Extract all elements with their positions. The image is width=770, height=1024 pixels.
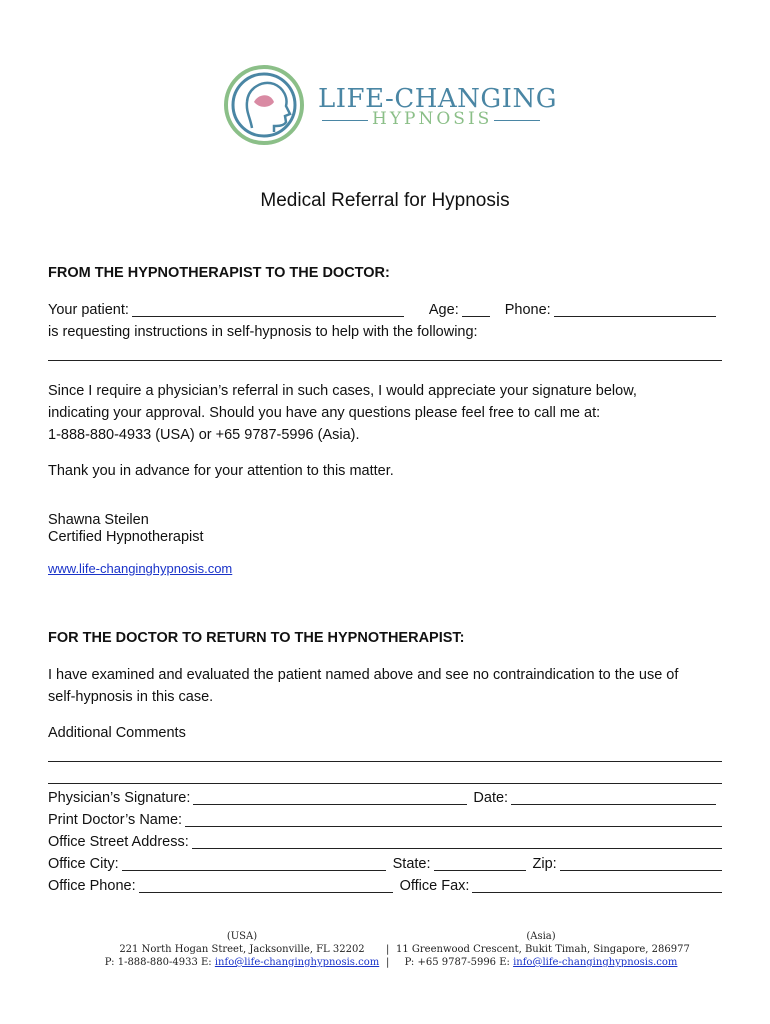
date-label: Date: xyxy=(473,790,509,806)
city-field[interactable] xyxy=(122,857,386,871)
signer-name: Shawna Steilen xyxy=(48,512,149,528)
thanks-text: Thank you in advance for your attention to this matter. xyxy=(48,463,394,479)
state-field[interactable] xyxy=(434,857,526,871)
age-field[interactable] xyxy=(462,303,490,317)
footer-asia-phone: P: +65 9787-5996 E: xyxy=(404,957,514,968)
city-line xyxy=(48,856,722,873)
date-field[interactable] xyxy=(511,791,716,805)
phone-fax-line xyxy=(48,878,722,895)
referral-paragraph-line-1: Since I require a physician’s referral in such cases, I would appreciate your signature below, xyxy=(48,383,637,399)
footer-asia xyxy=(396,930,690,969)
zip-label: Zip: xyxy=(532,856,557,872)
section-heading-to-hypnotherapist: FOR THE DOCTOR TO RETURN TO THE HYPNOTHERAPIST: xyxy=(48,630,465,646)
footer-asia-address: 11 Greenwood Crescent, Bukit Timah, Singapore, 286977 xyxy=(396,944,690,955)
section-heading-to-doctor: FROM THE HYPNOTHERAPIST TO THE DOCTOR: xyxy=(48,265,390,281)
page-title: Medical Referral for Hypnosis xyxy=(260,190,510,211)
footer-usa-region: (USA) xyxy=(226,931,258,942)
comments-field-2[interactable] xyxy=(48,783,722,784)
patient-line xyxy=(48,302,722,319)
office-phone-label: Office Phone: xyxy=(48,878,136,894)
phone-label: Phone: xyxy=(504,302,551,318)
patient-name-field[interactable] xyxy=(132,303,404,317)
footer-asia-contact xyxy=(396,956,686,969)
footer-separator-2: | xyxy=(386,957,390,968)
footer-asia-region: (Asia) xyxy=(526,931,556,942)
exam-statement-line-1: I have examined and evaluated the patient named above and see no contraindication to the use of xyxy=(48,667,679,683)
age-label: Age: xyxy=(428,302,459,318)
phone-field[interactable] xyxy=(554,303,716,317)
footer-separator-1: | xyxy=(386,944,390,955)
logo-head-icon xyxy=(222,62,308,148)
office-fax-field[interactable] xyxy=(472,879,722,893)
logo-tagline: HYPNOSIS xyxy=(372,109,493,129)
footer-usa-email-link[interactable]: info@life-changinghypnosis.com xyxy=(214,957,380,968)
city-label: Office City: xyxy=(48,856,119,872)
referral-paragraph-line-2: indicating your approval. Should you have any questions please feel free to call me at: xyxy=(48,405,601,421)
footer-usa xyxy=(104,930,380,969)
print-name-label: Print Doctor’s Name: xyxy=(48,812,183,828)
zip-field[interactable] xyxy=(560,857,722,871)
logo xyxy=(222,62,557,150)
state-label: State: xyxy=(392,856,431,872)
logo-name: LIFE-CHANGING xyxy=(318,84,557,114)
footer-usa-address: 221 North Hogan Street, Jacksonville, FL 32202 xyxy=(119,944,365,955)
referral-paragraph-line-3: 1-888-880-4933 (USA) or +65 9787-5996 (Asia). xyxy=(48,427,360,443)
logo-tagline-rule-left xyxy=(322,120,368,121)
condition-field[interactable] xyxy=(48,360,722,361)
logo-tagline-rule-right xyxy=(494,120,540,121)
footer-usa-contact xyxy=(104,956,380,969)
signer-title: Certified Hypnotherapist xyxy=(48,529,204,545)
street-field[interactable] xyxy=(192,835,722,849)
street-label: Office Street Address: xyxy=(48,834,189,850)
signature-label: Physician’s Signature: xyxy=(48,790,191,806)
office-fax-label: Office Fax: xyxy=(399,878,470,894)
website-link[interactable]: www.life-changinghypnosis.com xyxy=(48,561,233,576)
footer-usa-phone: P: 1-888-880-4933 E: xyxy=(104,957,215,968)
patient-label: Your patient: xyxy=(48,302,129,318)
signature-line xyxy=(48,790,722,807)
office-phone-field[interactable] xyxy=(139,879,393,893)
requesting-text: is requesting instructions in self-hypnosis to help with the following: xyxy=(48,324,478,340)
signature-field[interactable] xyxy=(193,791,467,805)
comments-label: Additional Comments xyxy=(48,725,186,741)
exam-statement-line-2: self-hypnosis in this case. xyxy=(48,689,214,705)
print-name-line xyxy=(48,812,722,829)
footer-asia-email-link[interactable]: info@life-changinghypnosis.com xyxy=(513,957,678,968)
print-name-field[interactable] xyxy=(185,813,722,827)
comments-field-1[interactable] xyxy=(48,761,722,762)
street-line xyxy=(48,834,722,851)
